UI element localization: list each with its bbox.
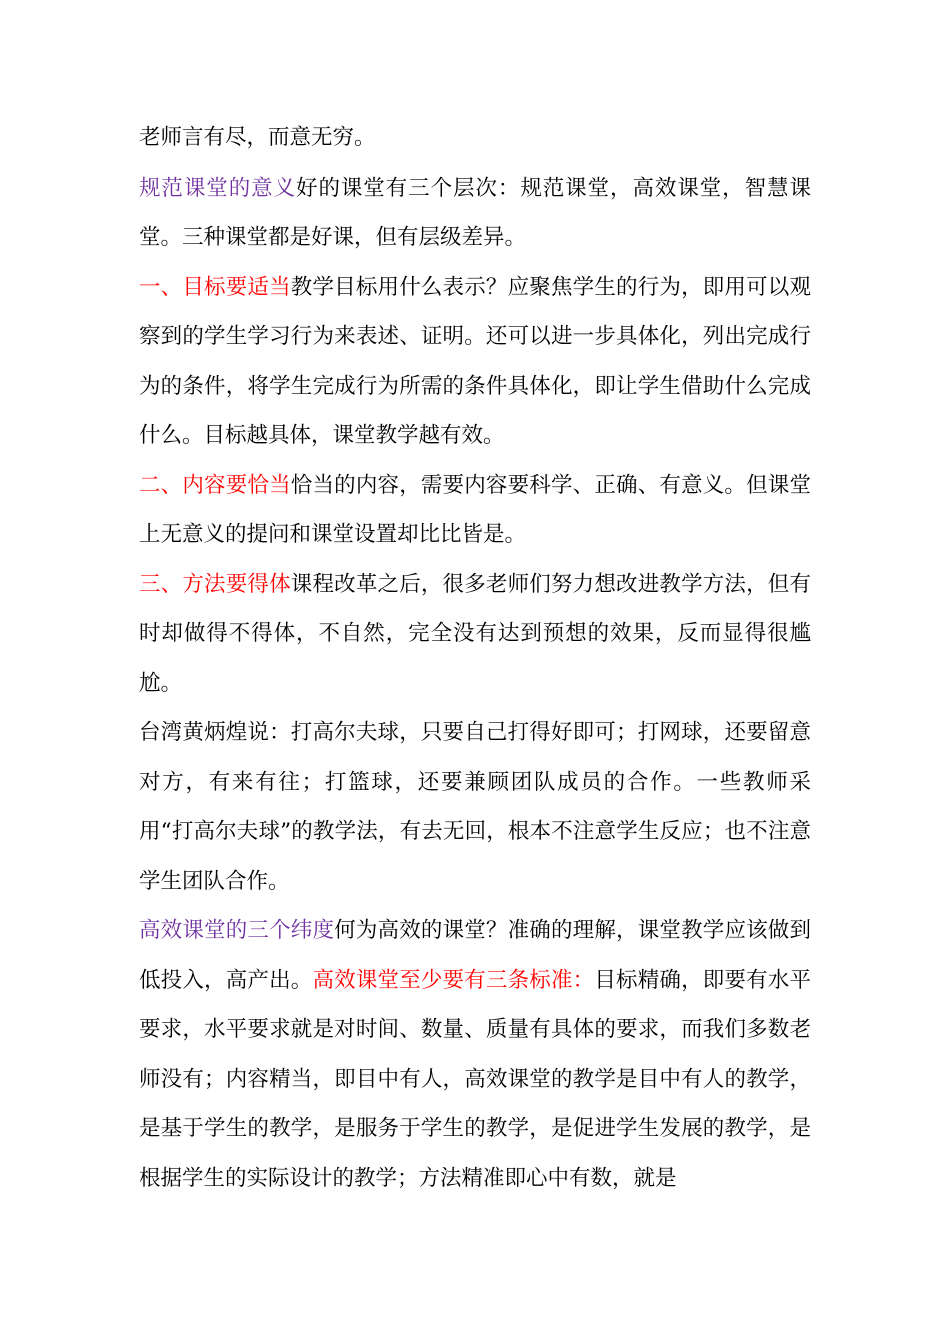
paragraph-text: 何为高效的课堂？准确的理解，课堂教学应该做到低投入，高产出。 [139, 918, 811, 993]
paragraph [139, 461, 811, 560]
paragraph [139, 906, 811, 1203]
section-heading: 规范课堂的意义 [139, 175, 297, 201]
section-heading: 三、方法要得体 [139, 571, 291, 597]
paragraph-text: 恰当的内容，需要内容要科学、正确、有意义。但课堂上无意义的提问和课堂设置却比比皆是。 [139, 472, 811, 547]
section-heading: 二、内容要恰当 [139, 472, 291, 498]
paragraph-text: 教学目标用什么表示？应聚焦学生的行为，即用可以观察到的学生学习行为来表述、证明。还可以进一步具体化，列出完成行为的条件，将学生完成行为所需的条件具体化，即让学生借助什么完成什么。目标越具体，课堂教学越有效。 [139, 274, 811, 448]
section-heading: 高效课堂的三个纬度 [139, 918, 335, 943]
paragraph-text: 老师言有尽，而意无穷。 [139, 125, 376, 150]
section-heading: 一、目标要适当 [139, 274, 291, 300]
paragraph [139, 113, 811, 163]
paragraph-text: 好的课堂有三个层次：规范课堂，高效课堂，智慧课堂。三种课堂都是好课，但有层级差异。 [139, 175, 811, 250]
paragraph-text: 目标精确，即要有水平要求，水平要求就是对时间、数量、质量有具体的要求，而我们多数老师没有；内容精当，即目中有人，高效课堂的教学是目中有人的教学，是基于学生的教学，是服务于学生的教学，是促进学生发展的教学，是根据学生的实际设计的教学；方法精准即心中有数，就是 [139, 967, 811, 1191]
paragraph-text: 课程改革之后，很多老师们努力想改进教学方法，但有时却做得不得体，不自然，完全没有达到预想的效果，反而显得很尴尬。 [139, 571, 811, 696]
document-body [139, 113, 811, 1203]
paragraph [139, 708, 811, 906]
paragraph [139, 263, 811, 461]
inline-heading: 高效课堂至少要有三条标准： [312, 967, 595, 993]
paragraph-text: 台湾黄炳煌说：打高尔夫球，只要自己打得好即可；打网球，还要留意对方，有来有往；打篮球，还要兼顾团队成员的合作。一些教师采用“打高尔夫球”的教学法，有去无回，根本不注意学生反应；也不注意学生团队合作。 [139, 720, 811, 894]
paragraph [139, 164, 811, 263]
paragraph [139, 560, 811, 709]
